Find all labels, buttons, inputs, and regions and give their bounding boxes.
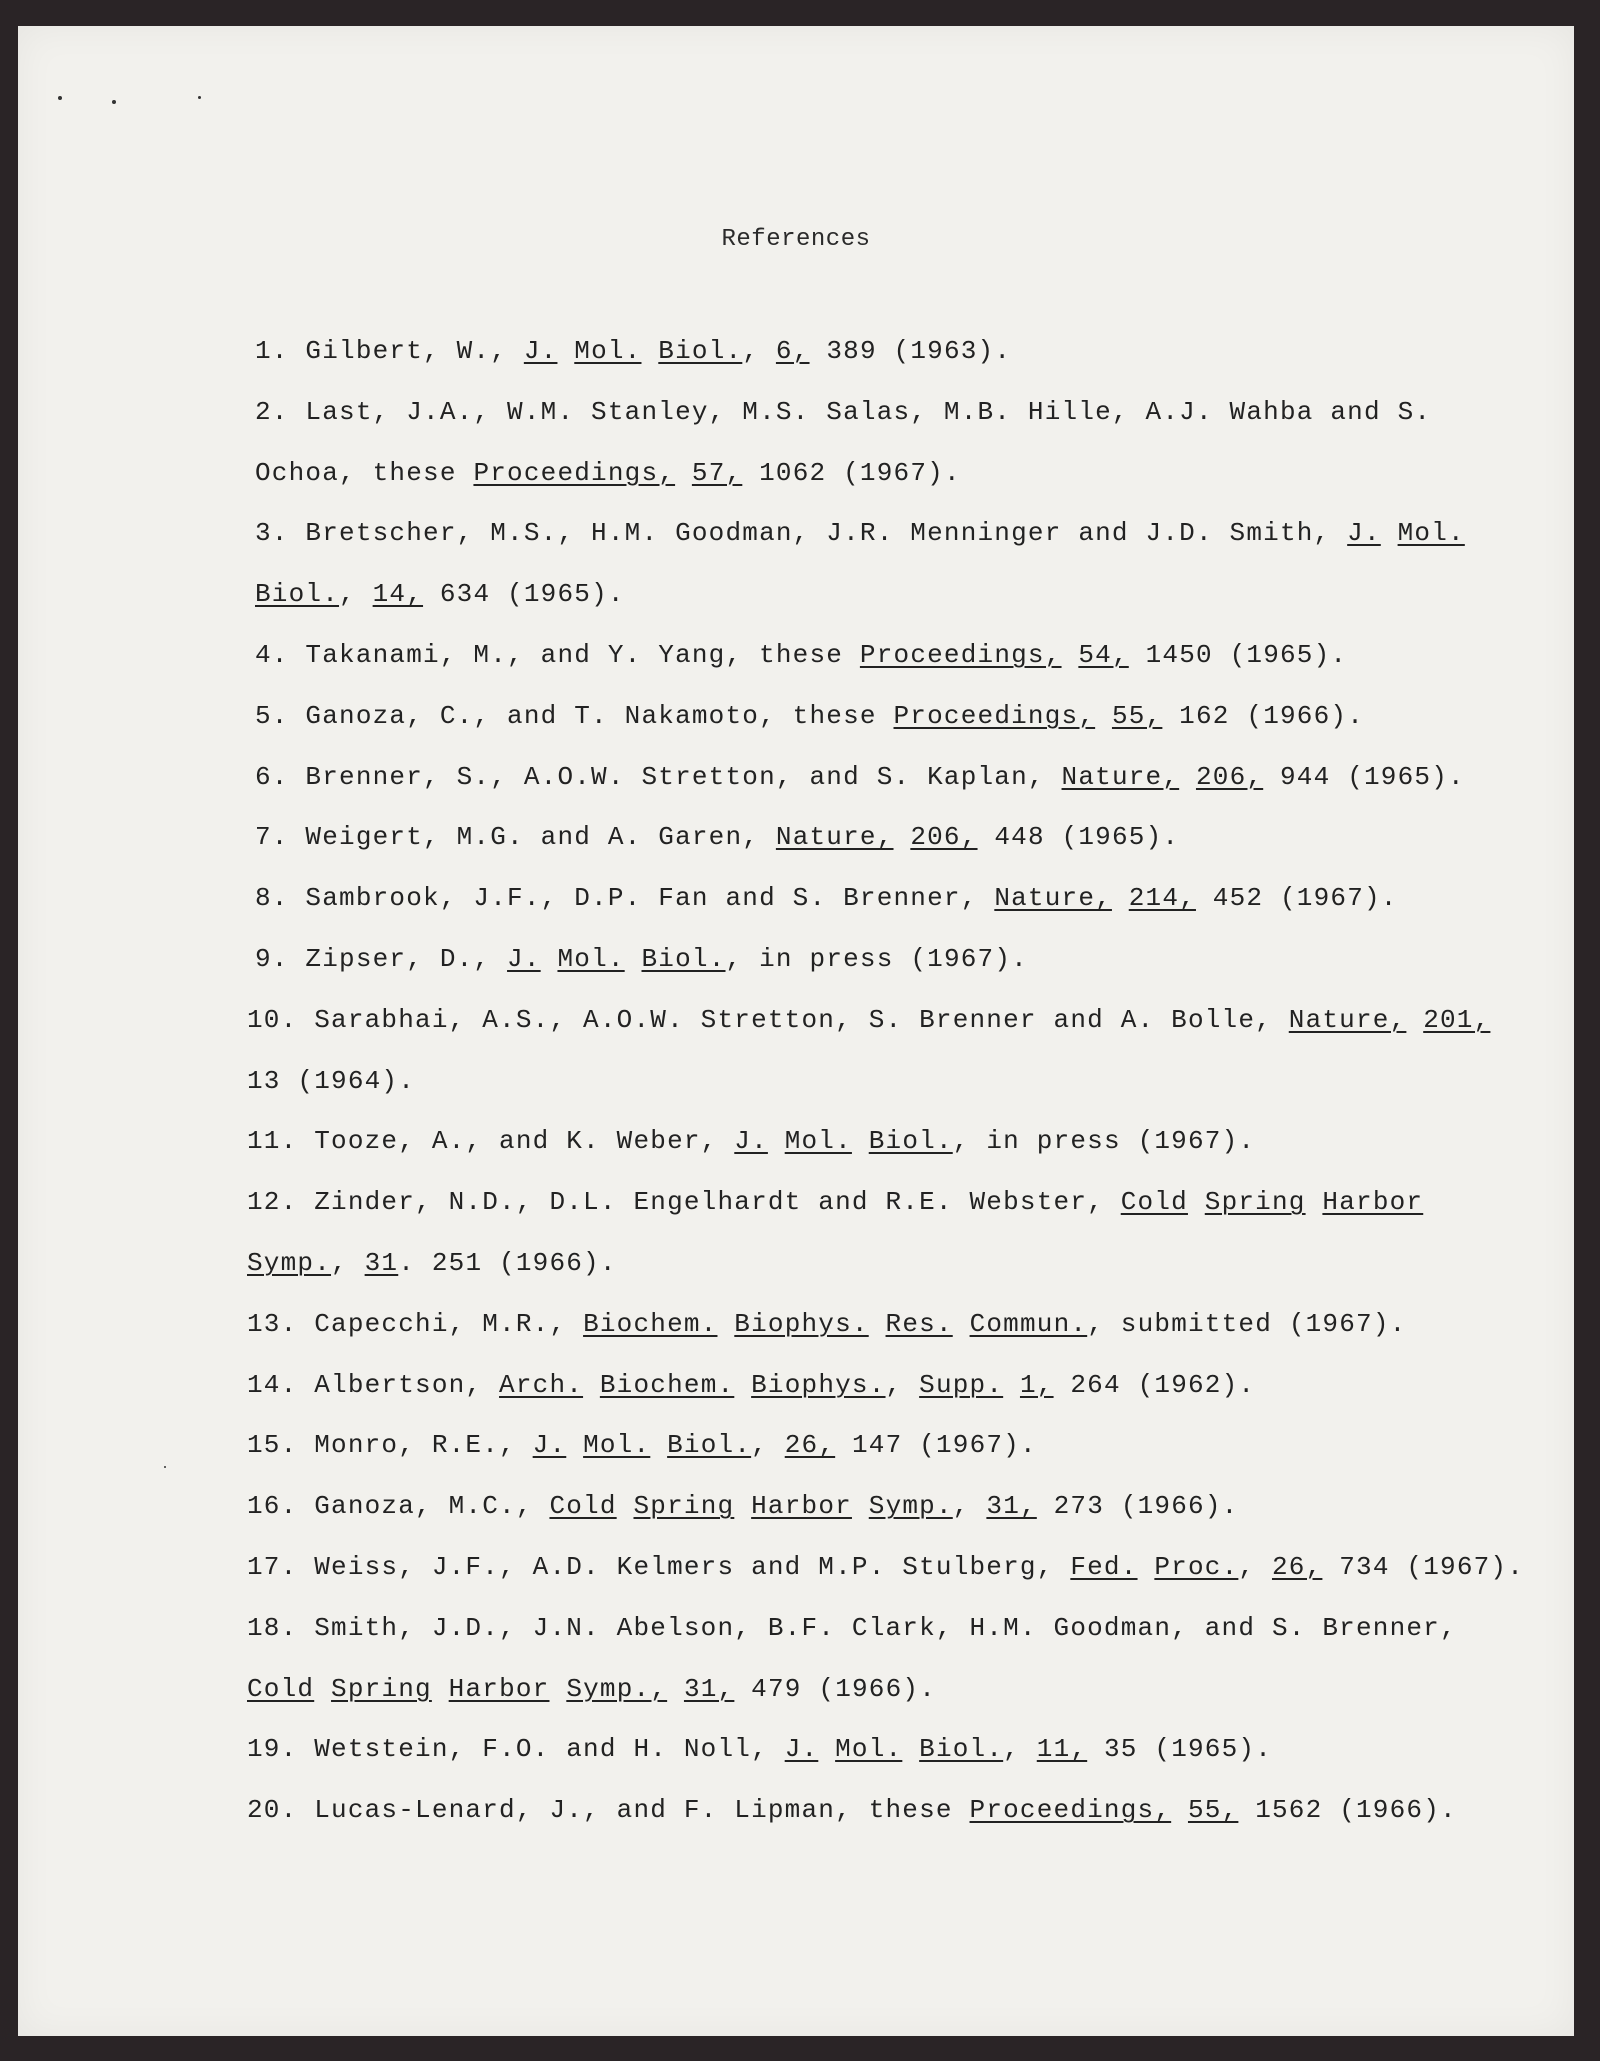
reference-text: 11. Tooze, A., and K. Weber, [247,1126,735,1157]
underlined-citation-text: Cold [1120,1187,1188,1218]
reference-text: 14. Albertson, [247,1369,500,1400]
underlined-citation-text: Proceedings, [473,457,676,488]
underlined-citation-text: Mol. [583,1430,651,1461]
underlined-citation-text: 57, [691,457,743,488]
reference-text: , submitted (1967). [1087,1308,1407,1339]
reference-17-line-1 [247,1552,1524,1582]
reference-text [583,1370,600,1400]
reference-text [566,1430,583,1460]
reference-text: 734 (1967). [1322,1552,1525,1582]
reference-text: , [751,1430,785,1461]
underlined-citation-text: 1, [1019,1369,1054,1400]
reference-text: 15. Monro, R.E., [247,1430,533,1461]
reference-text [617,1491,634,1521]
reference-text: 162 (1966). [1162,700,1365,731]
reference-text: 1062 (1967). [742,457,961,488]
underlined-citation-text: Biol. [641,944,726,974]
underlined-citation-text: J. [734,1126,768,1157]
reference-text: , [952,1491,987,1522]
reference-text [818,1734,835,1764]
reference-text [894,822,911,852]
underlined-citation-text: 31, [683,1673,735,1704]
underlined-citation-text: Symp. [868,1491,953,1522]
reference-text: 147 (1967). [835,1430,1037,1461]
reference-18-line-2 [247,1674,936,1704]
underlined-citation-text: Proc. [1154,1552,1239,1582]
underlined-citation-text: 206, [910,822,978,853]
underlined-citation-text: Harbor [448,1673,550,1704]
reference-11-line-1 [247,1126,1255,1156]
reference-text: 389 (1963). [809,336,1012,366]
underlined-citation-text: Biol. [667,1430,752,1461]
reference-text [541,944,558,974]
reference-text: 19. Wetstein, F.O. and H. Noll, [247,1734,785,1765]
underlined-citation-text: 54, [1078,640,1129,670]
reference-text [953,1309,970,1339]
reference-8-line-1 [255,883,1398,913]
underlined-citation-text: 26, [784,1430,836,1461]
reference-text: 4. Takanami, M., and Y. Yang, these [255,640,860,670]
reference-text: 12. Zinder, N.D., D.L. Engelhardt and R.E. Webster, [247,1187,1121,1218]
reference-text [557,336,574,366]
reference-9-line-1 [255,944,1028,974]
reference-text [1406,1005,1423,1035]
reference-text: 1450 (1965). [1128,640,1348,670]
underlined-citation-text: Harbor [1322,1187,1424,1218]
reference-text: . 251 (1966). [398,1248,617,1278]
reference-list [18,26,1574,2036]
document-page [18,26,1574,2036]
underlined-citation-text: Arch. [499,1369,584,1400]
reference-6-line-1 [255,762,1465,792]
reference-text [1306,1187,1323,1217]
reference-text: , [742,336,776,366]
reference-12-line-2 [247,1248,617,1278]
reference-text: 8. Sambrook, J.F., D.P. Fan and S. Brenner, [255,883,995,914]
underlined-citation-text: Biophys. [734,1308,869,1339]
underlined-citation-text: Cold [247,1673,315,1704]
underlined-citation-text: Supp. [919,1369,1004,1400]
underlined-citation-text: Symp. [247,1248,332,1278]
underlined-citation-text: Res. [885,1308,953,1339]
reference-text [1095,701,1112,731]
underlined-citation-text: 6, [775,336,810,366]
reference-text [1179,762,1196,792]
reference-text [768,1126,785,1156]
underlined-citation-text: Mol. [574,336,642,366]
underlined-citation-text: Biol. [919,1734,1004,1765]
underlined-citation-text: Fed. [1070,1552,1138,1582]
underlined-citation-text: Mol. [784,1126,852,1157]
reference-3-line-1 [255,518,1465,548]
underlined-citation-text: 206, [1195,761,1264,792]
underlined-citation-text: Spring [1204,1187,1306,1218]
underlined-citation-text: Commun. [969,1308,1088,1339]
reference-text [641,336,658,366]
underlined-citation-text: J. [532,1430,567,1461]
underlined-citation-text: Biol. [255,579,340,610]
reference-text [1062,640,1079,670]
reference-text: 452 (1967). [1195,883,1398,914]
reference-text: 10. Sarabhai, A.S., A.O.W. Stretton, S. Brenner and A. Bolle, [247,1004,1289,1035]
reference-20-line-1 [247,1795,1457,1825]
reference-text: 20. Lucas-Lenard, J., and F. Lipman, these [247,1795,970,1826]
underlined-citation-text: Mol. [1397,518,1465,549]
reference-text [852,1491,869,1521]
reference-text [675,458,692,488]
reference-text [625,944,642,974]
reference-text [1188,1187,1205,1217]
reference-text [734,1491,751,1521]
reference-text [852,1126,869,1156]
underlined-citation-text: 14, [372,579,424,610]
reference-text: 1. Gilbert, W., [255,336,524,366]
underlined-citation-text: 26, [1271,1552,1323,1582]
reference-2-line-1 [255,397,1431,427]
reference-text [1381,518,1398,548]
reference-text: 13 (1964). [247,1065,416,1096]
reference-text: Ochoa, these [255,457,474,488]
reference-text: 944 (1965). [1263,761,1465,792]
underlined-citation-text: 214, [1128,883,1196,914]
reference-text [432,1674,449,1704]
reference-1-line-1 [255,336,1011,366]
reference-text [650,1430,667,1460]
underlined-citation-text: 31, [986,1491,1037,1522]
underlined-citation-text: Proceedings, [859,640,1062,670]
underlined-citation-text: Nature, [1061,761,1180,792]
reference-16-line-1 [247,1491,1238,1521]
reference-text: 3. Bretscher, M.S., H.M. Goodman, J.R. Menninger and J.D. Smith, [255,518,1348,549]
reference-2-line-2 [255,458,961,488]
reference-text: 634 (1965). [423,579,625,610]
reference-3-line-2 [255,579,625,609]
underlined-citation-text: Harbor [751,1491,852,1522]
reference-text: , in press (1967). [725,944,1028,974]
reference-text [869,1309,886,1339]
reference-text: , [339,579,373,610]
underlined-citation-text: Nature, [775,822,894,853]
underlined-citation-text: Biophys. [751,1369,886,1400]
reference-text [734,1370,751,1400]
reference-5-line-1 [255,701,1364,731]
underlined-citation-text: J. [507,944,541,974]
reference-text: 6. Brenner, S., A.O.W. Stretton, and S. Kaplan, [255,761,1062,792]
reference-text: 7. Weigert, M.G. and A. Garen, [255,822,776,853]
reference-text: 2. Last, J.A., W.M. Stanley, M.S. Salas, M.B. Hille, A.J. Wahba and S. [255,396,1432,427]
underlined-citation-text: Mol. [557,944,625,974]
reference-13-line-1 [247,1309,1406,1339]
underlined-citation-text: J. [523,336,558,366]
reference-text [314,1674,331,1704]
underlined-citation-text: Biol. [868,1126,953,1157]
underlined-citation-text: Biol. [658,336,743,366]
underlined-citation-text: Spring [331,1673,432,1704]
underlined-citation-text: 55, [1187,1795,1239,1826]
reference-text: , in press (1967). [952,1126,1256,1157]
reference-text [902,1734,919,1764]
reference-text: , [1003,1734,1037,1765]
underlined-citation-text: J. [1347,518,1381,549]
reference-text: 13. Capecchi, M.R., [247,1308,584,1339]
underlined-citation-text: Mol. [835,1734,903,1765]
reference-text: 16. Ganoza, M.C., [247,1491,550,1522]
underlined-citation-text: Biochem. [599,1369,735,1400]
underlined-citation-text: Proceedings, [893,700,1096,731]
underlined-citation-text: Cold [549,1491,617,1522]
underlined-citation-text: Nature, [994,883,1112,914]
underlined-citation-text: 11, [1036,1734,1088,1765]
reference-19-line-1 [247,1734,1272,1764]
reference-text [717,1309,734,1339]
reference-text: 273 (1966). [1036,1491,1239,1522]
reference-text: 1562 (1966). [1238,1795,1457,1826]
underlined-citation-text: Spring [633,1491,735,1522]
reference-text: 448 (1965). [977,822,1180,853]
reference-text [667,1674,684,1704]
reference-text: , [331,1248,365,1278]
reference-text [1003,1370,1020,1400]
reference-4-line-1 [255,640,1347,670]
reference-text: , [1238,1552,1272,1582]
underlined-citation-text: Proceedings, [969,1795,1172,1826]
reference-15-line-1 [247,1430,1037,1460]
underlined-citation-text: 55, [1111,700,1163,731]
underlined-citation-text: Symp., [566,1673,668,1704]
reference-text: 5. Ganoza, C., and T. Nakamoto, these [255,700,894,731]
reference-7-line-1 [255,822,1179,852]
reference-18-line-1 [247,1613,1457,1643]
reference-text: 9. Zipser, D., [255,944,508,974]
reference-text: 479 (1966). [734,1673,937,1704]
reference-text [1112,883,1129,913]
reference-text: 17. Weiss, J.F., A.D. Kelmers and M.P. Stulberg, [247,1552,1071,1582]
reference-14-line-1 [247,1370,1255,1400]
reference-text [1171,1795,1188,1825]
reference-10-line-2 [247,1066,415,1096]
reference-10-line-1 [247,1005,1490,1035]
reference-12-line-1 [247,1187,1423,1217]
underlined-citation-text: Biochem. [583,1308,718,1339]
underlined-citation-text: 201, [1423,1004,1491,1035]
reference-text: 18. Smith, J.D., J.N. Abelson, B.F. Clark, H.M. Goodman, and S. Brenner, [247,1612,1457,1643]
reference-text [1138,1552,1155,1582]
underlined-citation-text: Nature, [1288,1004,1407,1035]
reference-text: 264 (1962). [1053,1369,1256,1400]
reference-text: 35 (1965). [1087,1734,1273,1765]
underlined-citation-text: J. [784,1734,819,1765]
underlined-citation-text: 31 [364,1248,399,1278]
reference-text [550,1674,567,1704]
page-title: References [721,226,871,253]
reference-text: , [885,1369,920,1400]
